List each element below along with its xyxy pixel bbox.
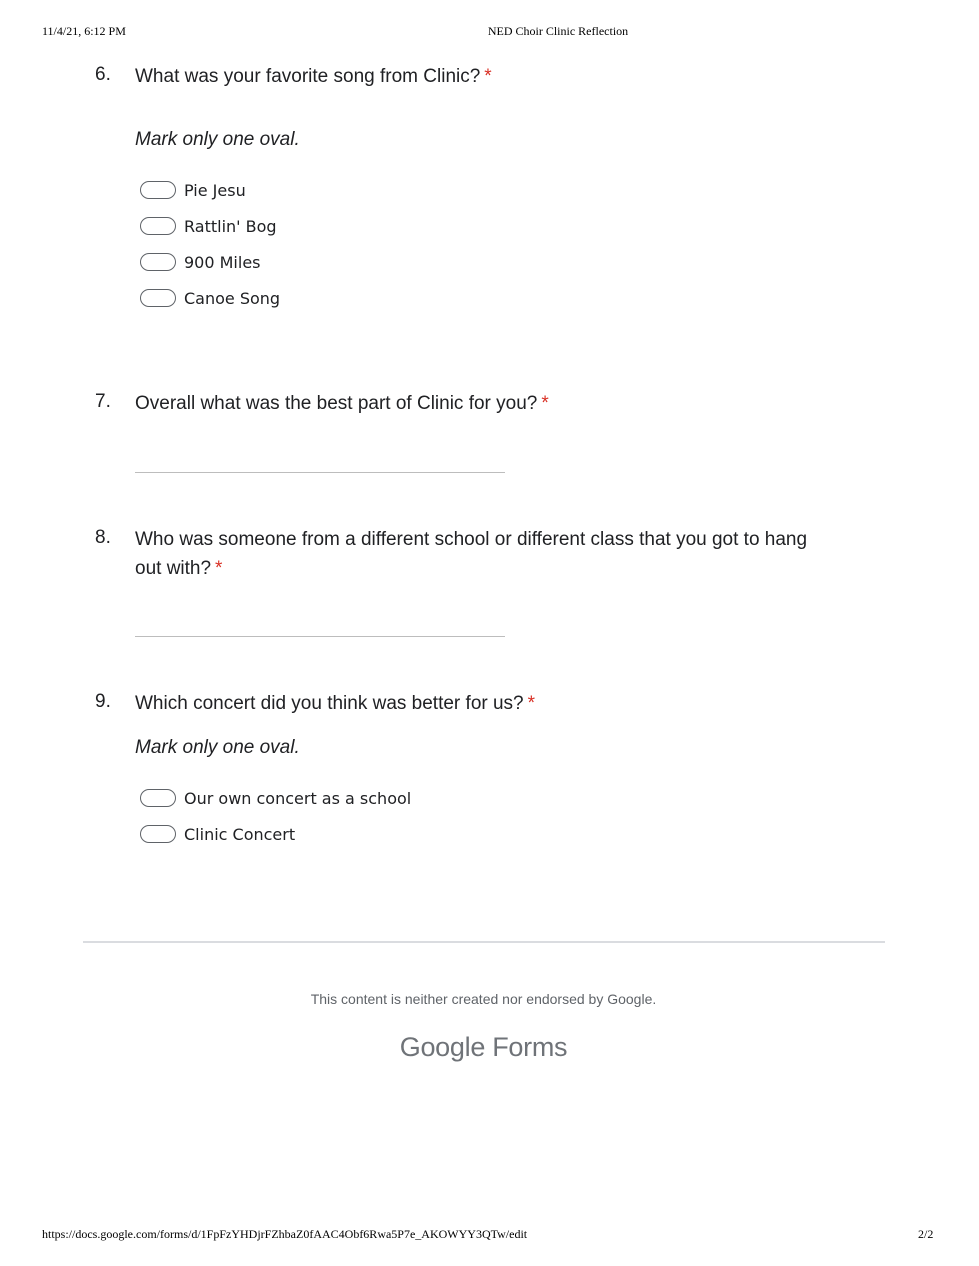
question-number: 8. [95,527,111,548]
google-forms-logo[interactable] [0,1032,967,1063]
radio-oval[interactable] [140,217,176,235]
question-title [135,62,855,91]
question-title-text: Who was someone from a different school or different class that you got to hang [135,529,808,550]
radio-oval[interactable] [140,181,176,199]
brand-google-text: Google [399,1032,486,1062]
footer-divider [83,941,885,943]
print-url: https://docs.google.com/forms/d/1FpFzYHDjrFZhbaZ0fAAC4Obf6Rwa5P7e_AKOWYY3QTw/edit [42,1227,528,1241]
option-label: 900 Miles [184,252,261,272]
radio-option[interactable] [140,251,261,273]
mark-one-hint: Mark only one oval. [135,129,300,150]
google-disclaimer: This content is neither created nor endorsed by Google. [310,991,657,1007]
question-number: 6. [95,64,111,85]
print-doc-title: NED Choir Clinic Reflection [487,24,629,38]
radio-option[interactable] [140,179,246,201]
question-title-text: Which concert did you think was better for us? [135,693,524,714]
question-title-text: What was your favorite song from Clinic? [135,66,481,87]
radio-option[interactable] [140,215,277,237]
radio-option[interactable] [140,787,411,809]
option-label: Clinic Concert [184,824,296,844]
print-page-number: 2/2 [918,1227,934,1241]
question-title [135,689,855,718]
radio-oval[interactable] [140,825,176,843]
radio-oval[interactable] [140,253,176,271]
question-number: 7. [95,391,111,412]
question-title-text: Overall what was the best part of Clinic for you? [135,393,538,414]
radio-oval[interactable] [140,789,176,807]
question-title [135,389,855,418]
question-number: 9. [95,691,111,712]
required-asterisk: * [527,693,536,714]
option-label: Pie Jesu [184,180,246,200]
short-answer-field[interactable] [135,636,505,637]
required-asterisk: * [484,66,492,87]
required-asterisk: * [215,558,223,579]
radio-option[interactable] [140,823,295,845]
radio-option[interactable] [140,287,280,309]
option-label: Rattlin' Bog [184,216,277,236]
short-answer-field[interactable] [135,472,505,473]
mark-one-hint: Mark only one oval. [135,737,300,758]
option-label: Our own concert as a school [184,788,412,808]
brand-forms-text: Forms [492,1032,568,1062]
required-asterisk: * [541,393,549,414]
question-title [135,525,895,583]
radio-oval[interactable] [140,289,176,307]
question-title-text: out with? [135,558,212,579]
option-label: Canoe Song [184,288,281,308]
print-timestamp: 11/4/21, 6:12 PM [42,24,126,38]
